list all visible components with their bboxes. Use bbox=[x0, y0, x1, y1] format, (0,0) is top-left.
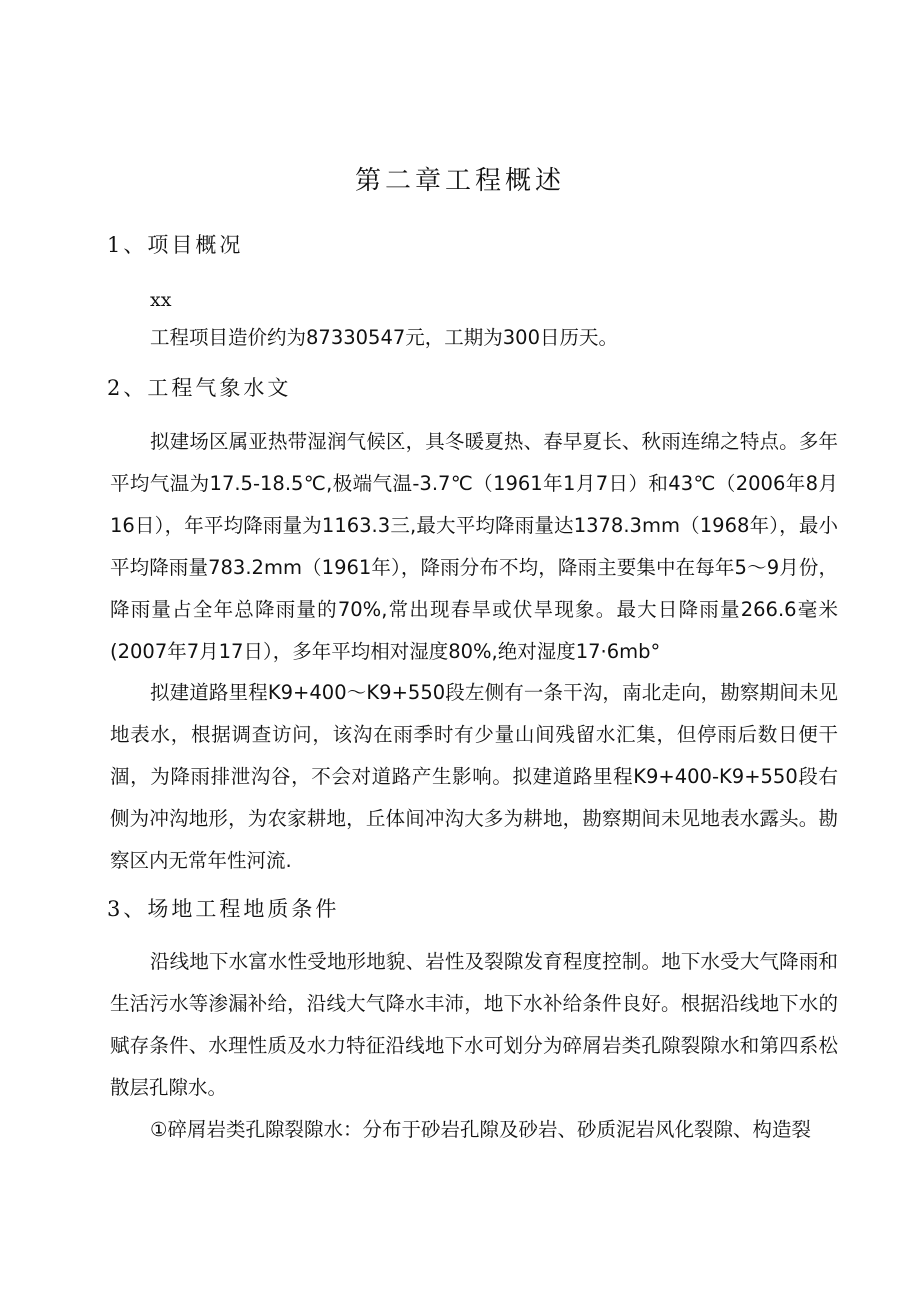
project-name-placeholder: xx bbox=[150, 289, 172, 311]
surface-water-paragraph: 拟建道路里程K9+400〜K9+550段左侧有一条干沟，南北走向，勘察期间未见地表水，根据调查访问，该沟在雨季时有少量山间残留水汇集，但停雨后数日便干涸，为降雨排泄沟谷，不会对道路产生影响。拟建道路里程K9+400-K9+550段右侧为冲沟地形，为农家耕地，丘体间冲沟大多为耕地，勘察期间未见地表水露头。勘察区内无常年性河流. bbox=[110, 681, 838, 872]
project-cost-text: 工程项目造价约为87330547元，工期为300日历天。 bbox=[150, 326, 618, 349]
section-heading-meteorology-hydrology: 2、工程气象水文 bbox=[107, 376, 292, 400]
clastic-rock-water-paragraph: ①碎屑岩类孔隙裂隙水：分布于砂岩孔隙及砂岩、砂质泥岩风化裂隙、构造裂 bbox=[150, 1118, 811, 1141]
section-heading-project-overview: 1、项目概况 bbox=[107, 233, 244, 257]
climate-paragraph: 拟建场区属亚热带湿润气候区，具冬暖夏热、春早夏长、秋雨连绵之特点。多年平均气温为17.5-18.5℃,极端气温-3.7℃（1961年1月7日）和43℃（2006年8月16日），年平均降雨量为1163.3三,最大平均降雨量达1378.3mm（1968年），最小平均降雨量783.2mm（1961年），降雨分布不均，降雨主要集中在每年5〜9月份，降雨量占全年总降雨量的70%,常出现春旱或伏旱现象。最大日降雨量266.6毫米(2007年7月17日），多年平均相对湿度80%,绝对湿度17·6mb° bbox=[110, 430, 838, 663]
section-heading-geology: 3、场地工程地质条件 bbox=[107, 897, 340, 921]
chapter-title: 第二章工程概述 bbox=[354, 166, 565, 196]
groundwater-paragraph: 沿线地下水富水性受地形地貌、岩性及裂隙发育程度控制。地下水受大气降雨和生活污水等渗漏补给，沿线大气降水丰沛，地下水补给条件良好。根据沿线地下水的赋存条件、水理性质及水力特征沿线地下水可划分为碎屑岩类孔隙裂隙水和第四系松散层孔隙水。 bbox=[110, 950, 838, 1099]
